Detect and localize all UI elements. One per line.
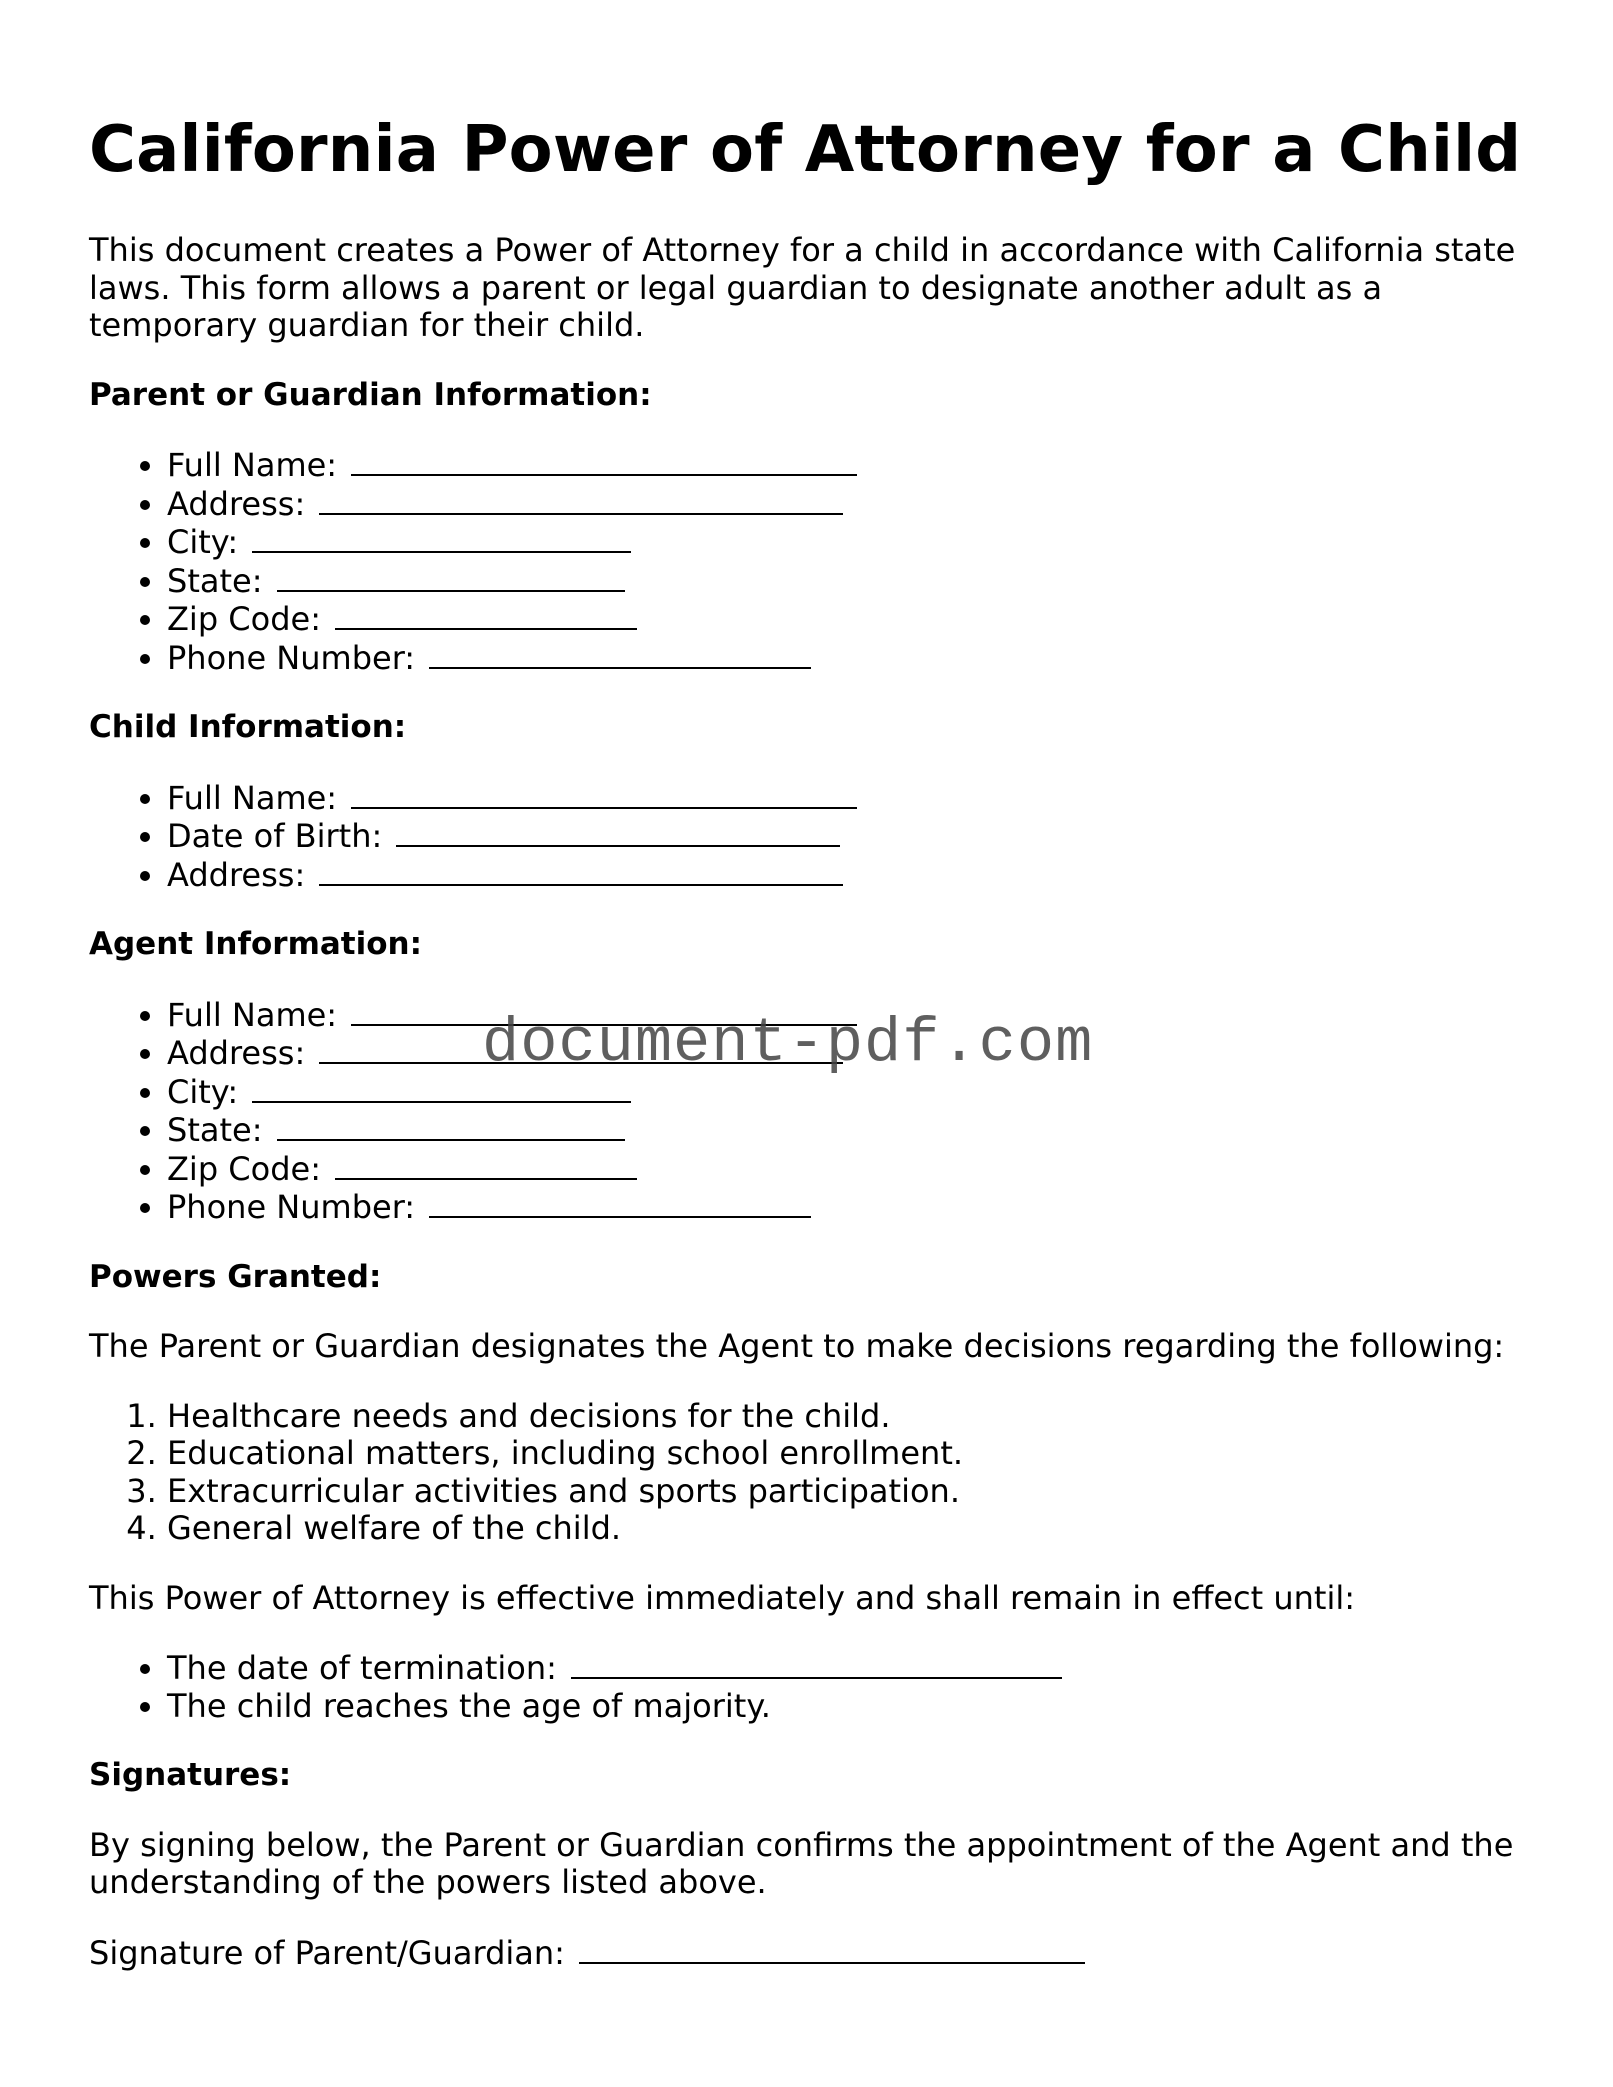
termination-list — [89, 1649, 1529, 1725]
child-full-name-blank[interactable] — [351, 779, 857, 809]
signature-line — [89, 1934, 1529, 1973]
parent-city-field — [167, 523, 1529, 562]
child-address-field — [167, 856, 1529, 895]
document-page — [89, 0, 1529, 1972]
termination-date-field — [167, 1649, 1529, 1688]
majority-item: • The child reaches the age of majority. — [167, 1688, 1529, 1726]
child-fields-list — [89, 779, 1529, 895]
powers-lead-text: The Parent or Guardian designates the Agent to make decisions regarding the following: — [89, 1327, 1505, 1365]
power-item: 4. General welfare of the child. — [167, 1510, 1529, 1548]
child-full-name-field — [167, 779, 1529, 818]
effective-text: This Power of Attorney is effective immediately and shall remain in effect until: — [89, 1578, 1356, 1617]
signatures-section-heading: Signatures: — [89, 1757, 292, 1793]
field-label: Address: — [167, 1034, 306, 1072]
power-item: 1. Healthcare needs and decisions for the child. — [167, 1398, 1529, 1436]
field-label: Full Name: — [167, 446, 338, 484]
parent-city-blank[interactable] — [252, 523, 631, 553]
field-label: Full Name: — [167, 778, 338, 817]
agent-fields-list — [89, 996, 1529, 1227]
parent-address-field — [167, 485, 1529, 524]
watermark: document-pdf.com — [482, 1008, 1094, 1079]
parent-full-name-field — [167, 446, 1529, 485]
agent-state-field — [167, 1111, 1529, 1150]
parent-zip-field — [167, 600, 1529, 639]
agent-full-name-blank[interactable] — [351, 996, 857, 1026]
termination-date-blank[interactable] — [571, 1649, 1062, 1679]
parent-state-field — [167, 562, 1529, 601]
page-title: California Power of Attorney for a Child — [89, 113, 1522, 187]
parent-zip-blank[interactable] — [335, 600, 637, 630]
power-item: 3. Extracurricular activities and sports participation. — [167, 1473, 1529, 1511]
field-label: City: — [167, 1072, 239, 1111]
agent-phone-blank[interactable] — [429, 1188, 811, 1218]
intro-paragraph: This document creates a Power of Attorney for a child in accordance with California state laws. This form allows a parent or legal guardian to designate another adult as a temporary guardian for their child. — [89, 231, 1516, 344]
agent-city-field — [167, 1073, 1529, 1112]
field-label: Zip Code: — [167, 1149, 321, 1188]
agent-full-name-field — [167, 996, 1529, 1035]
agent-zip-field — [167, 1150, 1529, 1189]
field-label: The date of termination: — [167, 1649, 557, 1687]
field-label: City: — [167, 523, 239, 561]
powers-list — [89, 1398, 1529, 1548]
powers-section-heading: Powers Granted: — [89, 1258, 382, 1295]
parent-state-blank[interactable] — [277, 562, 625, 592]
agent-section-heading: Agent Information: — [89, 926, 422, 962]
signature-blank[interactable] — [579, 1934, 1085, 1964]
field-label: Phone Number: — [167, 1188, 416, 1226]
field-label: Address: — [167, 484, 306, 523]
power-item: 2. Educational matters, including school enrollment. — [167, 1435, 1529, 1473]
parent-full-name-blank[interactable] — [351, 446, 857, 476]
signatures-text: By signing below, the Parent or Guardian confirms the appointment of the Agent and the understanding of the powers listed above. — [89, 1825, 1514, 1901]
parent-phone-field — [167, 639, 1529, 678]
field-label: Zip Code: — [167, 600, 321, 638]
parent-address-blank[interactable] — [319, 485, 843, 515]
agent-city-blank[interactable] — [252, 1073, 631, 1103]
field-label: Full Name: — [167, 995, 338, 1034]
field-label: State: — [167, 561, 263, 600]
field-label: Phone Number: — [167, 638, 416, 677]
child-dob-field — [167, 817, 1529, 856]
parent-phone-blank[interactable] — [429, 639, 811, 669]
field-label: State: — [167, 1111, 263, 1149]
child-section-heading: Child Information: — [89, 709, 407, 745]
field-label: Date of Birth: — [167, 817, 383, 855]
parent-section-heading: Parent or Guardian Information: — [89, 376, 652, 413]
agent-phone-field — [167, 1188, 1529, 1227]
agent-address-blank[interactable] — [319, 1034, 843, 1064]
agent-zip-blank[interactable] — [335, 1150, 637, 1180]
agent-address-field — [167, 1034, 1529, 1073]
signature-label: Signature of Parent/Guardian: — [89, 1933, 565, 1972]
parent-fields-list — [89, 446, 1529, 677]
child-dob-blank[interactable] — [396, 817, 840, 847]
field-label: Address: — [167, 855, 306, 894]
child-address-blank[interactable] — [319, 856, 843, 886]
agent-state-blank[interactable] — [277, 1111, 625, 1141]
